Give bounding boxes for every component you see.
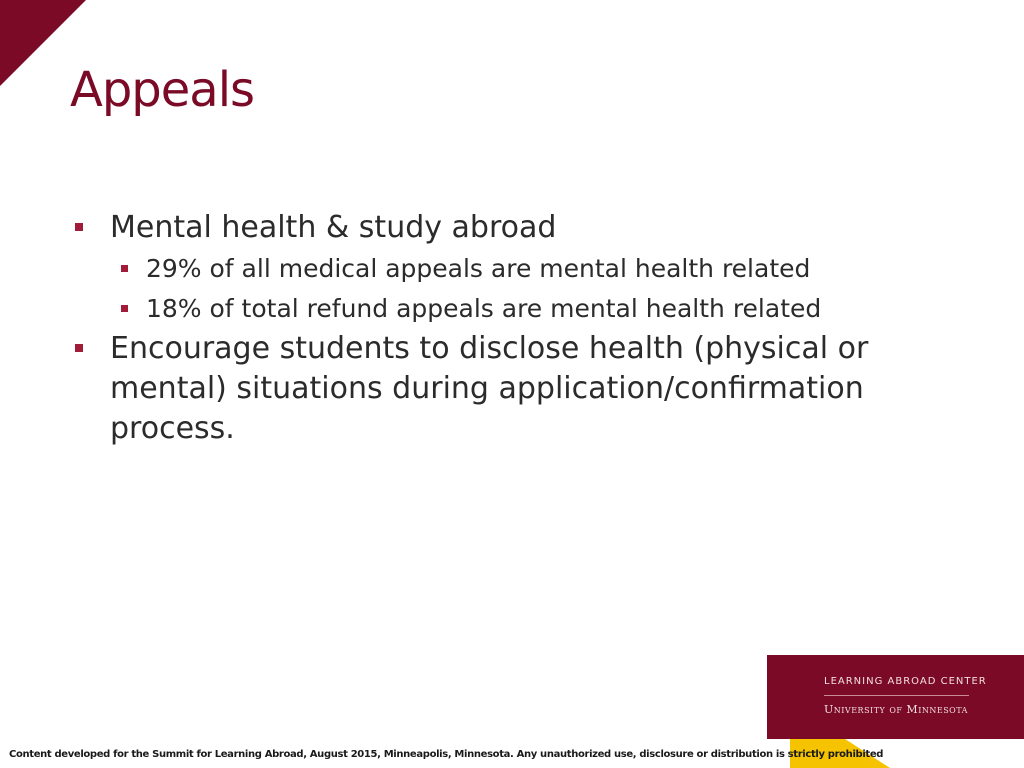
logo-divider — [824, 695, 969, 696]
logo-center-name: LEARNING ABROAD CENTER — [824, 676, 987, 687]
bullet-text: Mental health & study abroad — [110, 210, 557, 245]
sub-bullet-text: 29% of all medical appeals are mental health related — [146, 254, 811, 283]
bullet-marker — [121, 265, 128, 272]
sub-bullet-text: 18% of total refund appeals are mental health related — [146, 294, 822, 323]
bullet-item — [70, 208, 940, 248]
bullet-text: Encourage students to disclose health (physical or mental) situations during application/confirmation process. — [110, 331, 869, 446]
sub-bullet-item — [106, 249, 940, 289]
learning-abroad-logo — [767, 655, 1024, 739]
bullet-marker — [75, 344, 83, 352]
bullet-marker — [75, 223, 83, 231]
sub-bullet-item — [106, 289, 940, 329]
slide-title: Appeals — [70, 62, 255, 118]
bullet-marker — [121, 305, 128, 312]
copyright-footer: Content developed for the Summit for Learning Abroad, August 2015, Minneapolis, Minnesota. Any unauthorized use, disclosure or distribution is strictly prohibited — [9, 749, 884, 760]
logo-university-name: University of Minnesota — [824, 703, 968, 716]
bullet-item — [70, 329, 940, 449]
bullet-list — [70, 208, 940, 450]
